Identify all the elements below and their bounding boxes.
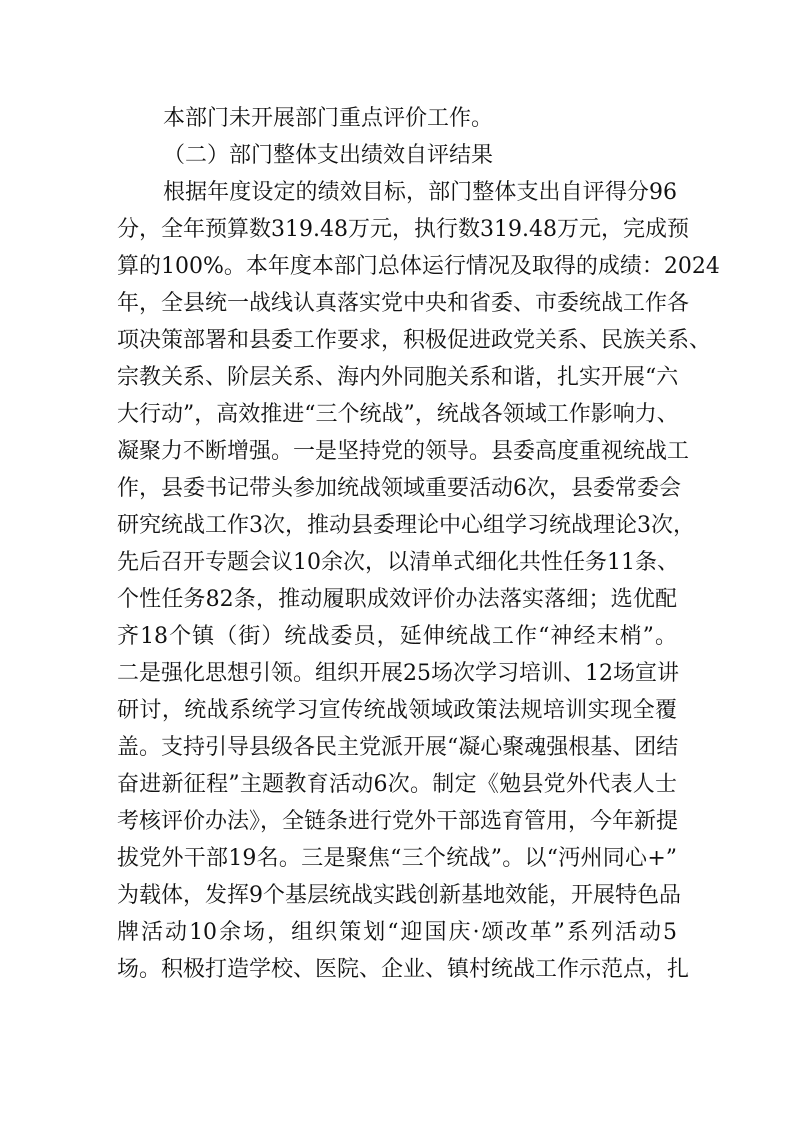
paragraph-line-20: 考核评价办法》，全链条进行党外干部选育管用，今年新提 <box>117 809 679 834</box>
paragraph-line-19: 奋进新征程”主题教育活动6次。制定《勉县党外代表人士 <box>117 772 677 797</box>
paragraph-line-6: 年，全县统一战线认真落实党中央和省委、市委统战工作各 <box>117 291 690 316</box>
paragraph-line-14: 个性任务82条，推动履职成效评价办法落实落细；选优配 <box>117 587 677 612</box>
paragraph-line-1: 本部门未开展部门重点评价工作。 <box>163 106 494 131</box>
paragraph-line-9: 大行动”，高效推进“三个统战”，统战各领域工作影响力、 <box>117 402 679 427</box>
paragraph-line-23: 牌活动10余场，组织策划“迎国庆·颂改革”系列活动5 <box>117 920 677 945</box>
paragraph-line-4: 分，全年预算数319.48万元，执行数319.48万元，完成预 <box>117 217 689 242</box>
paragraph-line-3: 根据年度设定的绩效目标，部门整体支出自评得分96 <box>163 180 677 205</box>
paragraph-line-15: 齐18个镇（街）统战委员，延伸统战工作“神经末梢”。 <box>117 624 677 649</box>
paragraph-line-17: 研讨，统战系统学习宣传统战领域政策法规培训实现全覆 <box>117 698 677 723</box>
paragraph-line-12: 研究统战工作3次，推动县委理论中心组学习统战理论3次， <box>117 513 695 538</box>
paragraph-line-8: 宗教关系、阶层关系、海内外同胞关系和谐，扎实开展“六 <box>117 365 679 390</box>
paragraph-line-13: 先后召开专题会议10余次，以清单式细化共性任务11条、 <box>117 550 679 575</box>
paragraph-line-11: 作，县委书记带头参加统战领域重要活动6次，县委常委会 <box>117 476 681 501</box>
section-heading: （二）部门整体支出绩效自评结果 <box>163 143 494 168</box>
paragraph-line-5: 算的100%。本年度本部门总体运行情况及取得的成绩：2024 <box>117 254 720 279</box>
paragraph-line-7: 项决策部署和县委工作要求，积极促进政党关系、民族关系、 <box>117 328 712 353</box>
paragraph-line-10: 凝聚力不断增强。一是坚持党的领导。县委高度重视统战工 <box>117 439 690 464</box>
paragraph-line-16: 二是强化思想引领。组织开展25场次学习培训、12场宣讲 <box>117 661 679 686</box>
paragraph-line-21: 拔党外干部19名。三是聚焦“三个统战”。以“沔州同心+” <box>117 846 677 871</box>
paragraph-line-22: 为载体，发挥9个基层统战实践创新基地效能，开展特色品 <box>117 883 681 908</box>
paragraph-line-24: 场。积极打造学校、医院、企业、镇村统战工作示范点，扎 <box>117 957 690 982</box>
paragraph-line-18: 盖。支持引导县级各民主党派开展“凝心聚魂强根基、团结 <box>117 735 679 760</box>
